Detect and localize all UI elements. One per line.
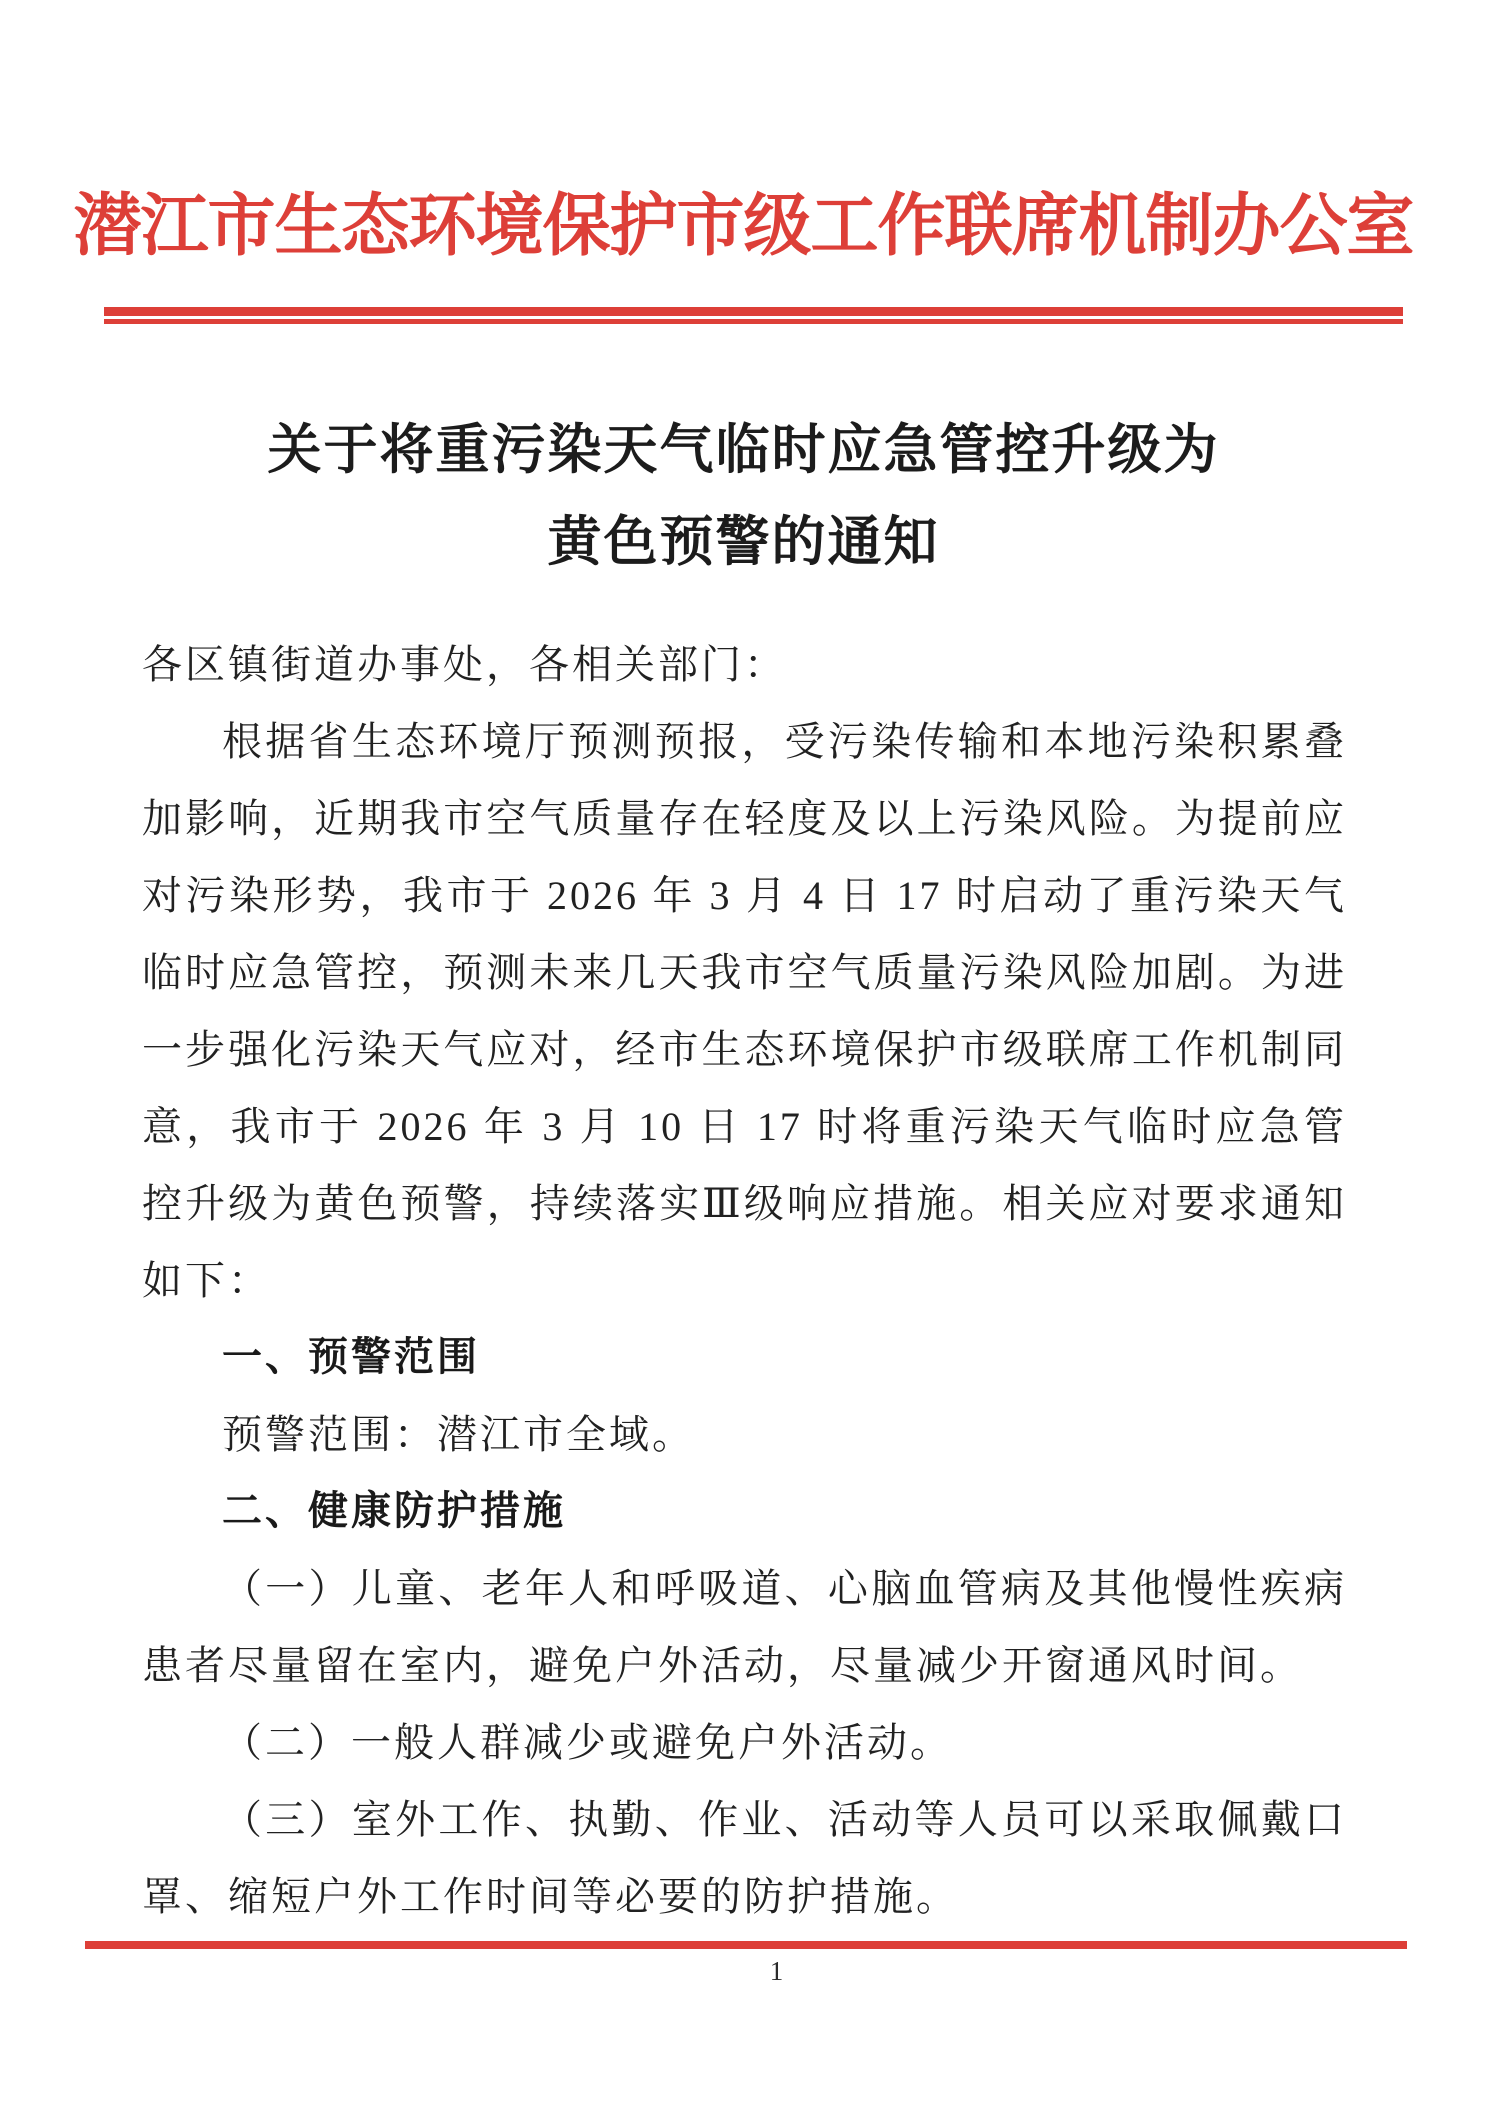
intro-paragraph: 根据省生态环境厅预测预报，受污染传输和本地污染积累叠加影响，近期我市空气质量存在轻度及以上污染风险。为提前应对污染形势，我市于 2026 年 3 月 4 日 17 时启动了重污染天气临时应急管控，预测未来几天我市空气质量污染风险加剧。为进一步强化污染天气应对，经市生态环境保护市级联席工作机制同意，我市于 2026 年 3 月 10 日 17 时将重污染天气临时应急管控升级为黄色预警，持续落实Ⅲ级响应措施。相关应对要求通知如下： bbox=[142, 719, 1347, 1303]
page-number: 1 bbox=[769, 1956, 784, 1986]
letterhead-divider-thick-line bbox=[104, 307, 1403, 316]
letterhead-org-name: 潜江市生态环境保护市级工作联席机制办公室 bbox=[73, 186, 1414, 266]
document-title-line2: 黄色预警的通知 bbox=[547, 512, 940, 572]
section-2-item-2: （二）一般人群减少或避免户外活动。 bbox=[222, 1720, 953, 1765]
section-2-item-1: （一）儿童、老年人和呼吸道、心脑血管病及其他慢性疾病患者尽量留在室内，避免户外活动，尽量减少开窗通风时间。 bbox=[142, 1566, 1347, 1688]
letterhead-divider-thin-line bbox=[104, 319, 1403, 324]
footer-divider bbox=[85, 1941, 1407, 1949]
section-1-content: 预警范围：潜江市全域。 bbox=[222, 1412, 695, 1457]
document-body bbox=[142, 626, 1347, 1935]
section-1-heading: 一、预警范围 bbox=[222, 1335, 480, 1379]
salutation-line: 各区镇街道办事处，各相关部门： bbox=[142, 642, 787, 687]
document-title bbox=[0, 404, 1487, 588]
section-2-heading: 二、健康防护措施 bbox=[222, 1489, 566, 1533]
section-2-item-3: （三）室外工作、执勤、作业、活动等人员可以采取佩戴口罩、缩短户外工作时间等必要的防护措施。 bbox=[142, 1797, 1347, 1919]
document-title-line1: 关于将重污染天气临时应急管控升级为 bbox=[267, 420, 1220, 480]
letterhead-divider bbox=[104, 307, 1403, 324]
